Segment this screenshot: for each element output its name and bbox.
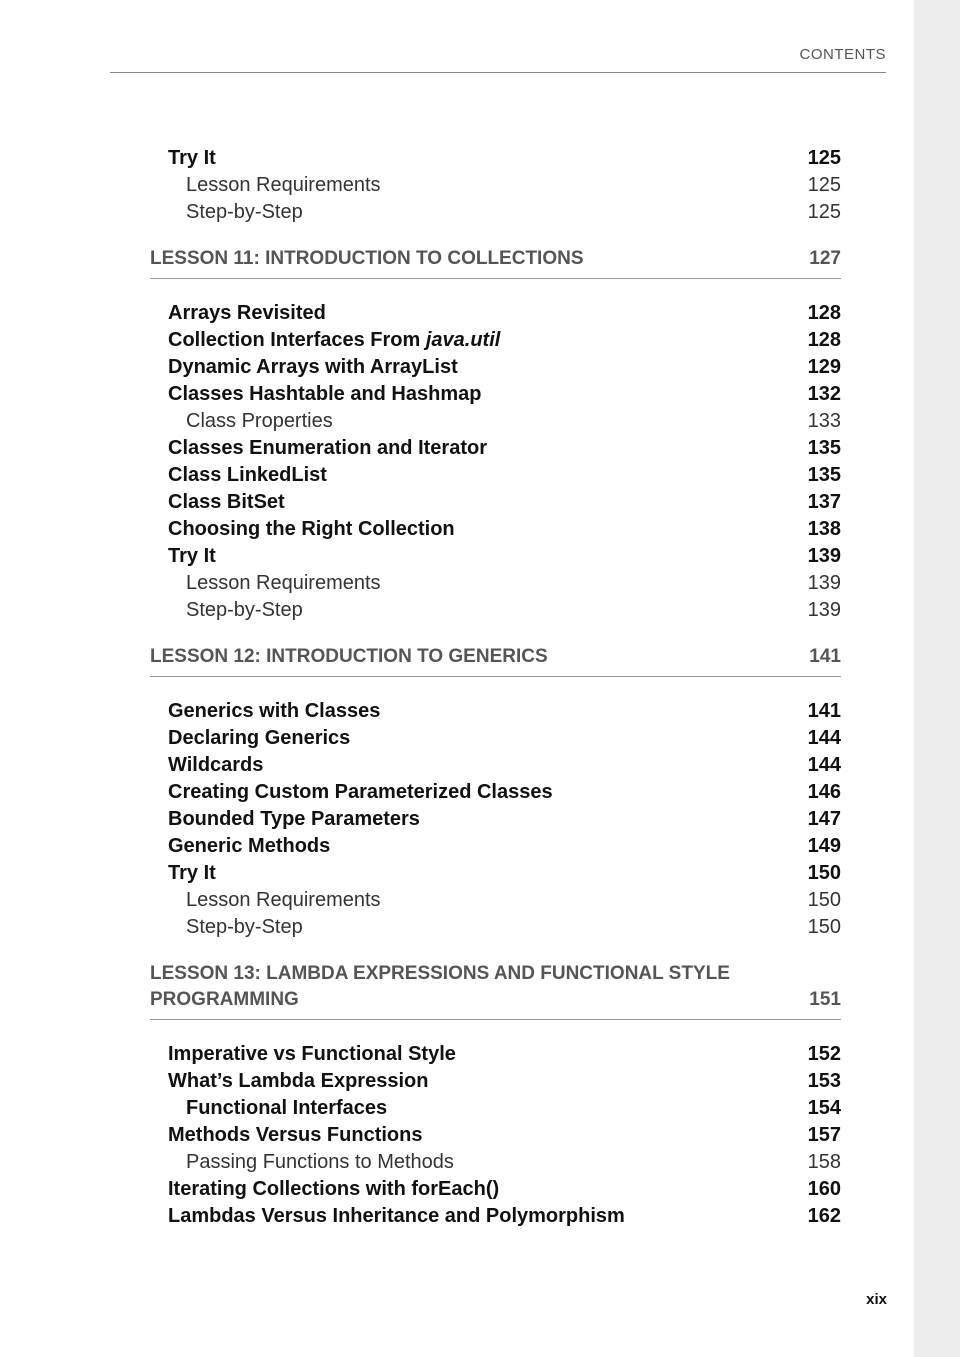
page-edge (914, 0, 960, 1357)
entry-title: Lesson Requirements (186, 572, 381, 594)
entry-page: 135 (807, 464, 841, 486)
entry-title: Class Properties (186, 410, 333, 432)
entry-title: Try It (168, 545, 216, 567)
entry-title: Classes Enumeration and Iterator (168, 437, 487, 459)
entry-title: Try It (168, 147, 216, 169)
entry-page: 128 (807, 329, 841, 351)
entry-title: Step-by-Step (186, 599, 303, 621)
entry-page: 157 (807, 1124, 841, 1146)
toc-entry[interactable] (150, 1095, 841, 1122)
entry-title: Collection Interfaces From java.util (168, 329, 501, 351)
toc-entry[interactable] (150, 914, 841, 941)
toc-entry[interactable] (150, 1149, 841, 1176)
toc-entry[interactable] (150, 354, 841, 381)
entry-page: 146 (807, 781, 841, 803)
entry-title: Lambdas Versus Inheritance and Polymorphism (168, 1205, 625, 1227)
entry-page: 139 (807, 545, 841, 567)
lesson-page: 141 (809, 646, 841, 667)
toc-entry[interactable] (150, 806, 841, 833)
entry-title-italic: java.util (425, 329, 501, 351)
toc-entry[interactable] (150, 570, 841, 597)
lesson-11-entries (150, 300, 841, 624)
lesson-12-entries (150, 698, 841, 941)
lesson-13-entries (150, 1041, 841, 1230)
header-rule (110, 72, 886, 73)
entry-page: 144 (807, 754, 841, 776)
toc-entry[interactable] (150, 1176, 841, 1203)
entry-title: Iterating Collections with forEach() (168, 1178, 500, 1200)
toc-entry[interactable] (150, 779, 841, 806)
entry-title: Passing Functions to Methods (186, 1151, 454, 1173)
toc-entry[interactable] (150, 327, 841, 354)
toc-entry[interactable] (150, 752, 841, 779)
entry-title: Generics with Classes (168, 700, 381, 722)
lesson-13-heading[interactable] (150, 961, 841, 1020)
entry-page: 144 (807, 727, 841, 749)
toc-entry[interactable] (150, 725, 841, 752)
entry-title: Arrays Revisited (168, 302, 326, 324)
entry-page: 150 (807, 916, 841, 938)
entry-page: 132 (807, 383, 841, 405)
toc-entry[interactable] (150, 199, 841, 226)
entry-page: 125 (807, 147, 841, 169)
page-number: xix (866, 1291, 887, 1308)
lesson-page: 127 (809, 248, 841, 269)
table-of-contents (150, 145, 841, 1230)
entry-page: 158 (807, 1151, 841, 1173)
toc-entry[interactable] (150, 1068, 841, 1095)
toc-entry[interactable] (150, 462, 841, 489)
entry-title: Step-by-Step (186, 916, 303, 938)
entry-page: 152 (807, 1043, 841, 1065)
toc-entry[interactable] (150, 381, 841, 408)
entry-title: Lesson Requirements (186, 174, 381, 196)
toc-entry[interactable] (150, 516, 841, 543)
entry-title: Class LinkedList (168, 464, 327, 486)
entry-page: 141 (807, 700, 841, 722)
entry-title: What’s Lambda Expression (168, 1070, 429, 1092)
entry-title: Functional Interfaces (186, 1097, 388, 1119)
toc-entry[interactable] (150, 172, 841, 199)
toc-entry[interactable] (150, 1122, 841, 1149)
entry-title: Choosing the Right Collection (168, 518, 455, 540)
toc-entry[interactable] (150, 435, 841, 462)
entry-page: 153 (807, 1070, 841, 1092)
entry-page: 150 (807, 862, 841, 884)
entry-page: 135 (807, 437, 841, 459)
entry-title: Class BitSet (168, 491, 285, 513)
toc-entry[interactable] (150, 1203, 841, 1230)
lesson-12-heading[interactable] (150, 644, 841, 677)
entry-page: 128 (807, 302, 841, 324)
toc-entry[interactable] (150, 698, 841, 725)
entry-page: 139 (807, 599, 841, 621)
entry-title: Methods Versus Functions (168, 1124, 423, 1146)
entry-page: 125 (807, 201, 841, 223)
running-head: CONTENTS (799, 46, 886, 63)
entry-page: 154 (807, 1097, 841, 1119)
entry-page: 125 (807, 174, 841, 196)
lesson-title (150, 961, 730, 1013)
entry-page: 129 (807, 356, 841, 378)
entry-page: 150 (807, 889, 841, 911)
toc-entry[interactable] (150, 543, 841, 570)
entry-page: 147 (807, 808, 841, 830)
toc-entry[interactable] (150, 489, 841, 516)
lesson-title-line-1: LESSON 13: LAMBDA EXPRESSIONS AND FUNCTIONAL STYLE (150, 963, 730, 984)
entry-page: 138 (807, 518, 841, 540)
entry-title: Wildcards (168, 754, 264, 776)
toc-entry[interactable] (150, 597, 841, 624)
entry-page: 149 (807, 835, 841, 857)
entry-page: 162 (807, 1205, 841, 1227)
entry-page: 133 (807, 410, 841, 432)
toc-entry[interactable] (150, 833, 841, 860)
lesson-page: 151 (809, 989, 841, 1010)
entry-title: Lesson Requirements (186, 889, 381, 911)
toc-top-block (150, 145, 841, 226)
entry-title: Dynamic Arrays with ArrayList (168, 356, 458, 378)
entry-title: Imperative vs Functional Style (168, 1043, 456, 1065)
lesson-title-line-2: PROGRAMMING (150, 989, 299, 1010)
toc-entry[interactable] (150, 860, 841, 887)
entry-title: Try It (168, 862, 216, 884)
entry-title: Creating Custom Parameterized Classes (168, 781, 553, 803)
entry-page: 139 (807, 572, 841, 594)
lesson-title: LESSON 12: INTRODUCTION TO GENERICS (150, 646, 548, 667)
lesson-11-heading[interactable] (150, 246, 841, 279)
entry-title: Step-by-Step (186, 201, 303, 223)
entry-page: 137 (807, 491, 841, 513)
toc-entry[interactable] (150, 887, 841, 914)
entry-title: Classes Hashtable and Hashmap (168, 383, 482, 405)
toc-entry[interactable] (150, 408, 841, 435)
toc-entry[interactable] (150, 1041, 841, 1068)
entry-title: Bounded Type Parameters (168, 808, 420, 830)
toc-entry[interactable] (150, 145, 841, 172)
toc-entry[interactable] (150, 300, 841, 327)
lesson-title: LESSON 11: INTRODUCTION TO COLLECTIONS (150, 248, 584, 269)
entry-title: Generic Methods (168, 835, 331, 857)
entry-page: 160 (807, 1178, 841, 1200)
entry-title: Declaring Generics (168, 727, 351, 749)
